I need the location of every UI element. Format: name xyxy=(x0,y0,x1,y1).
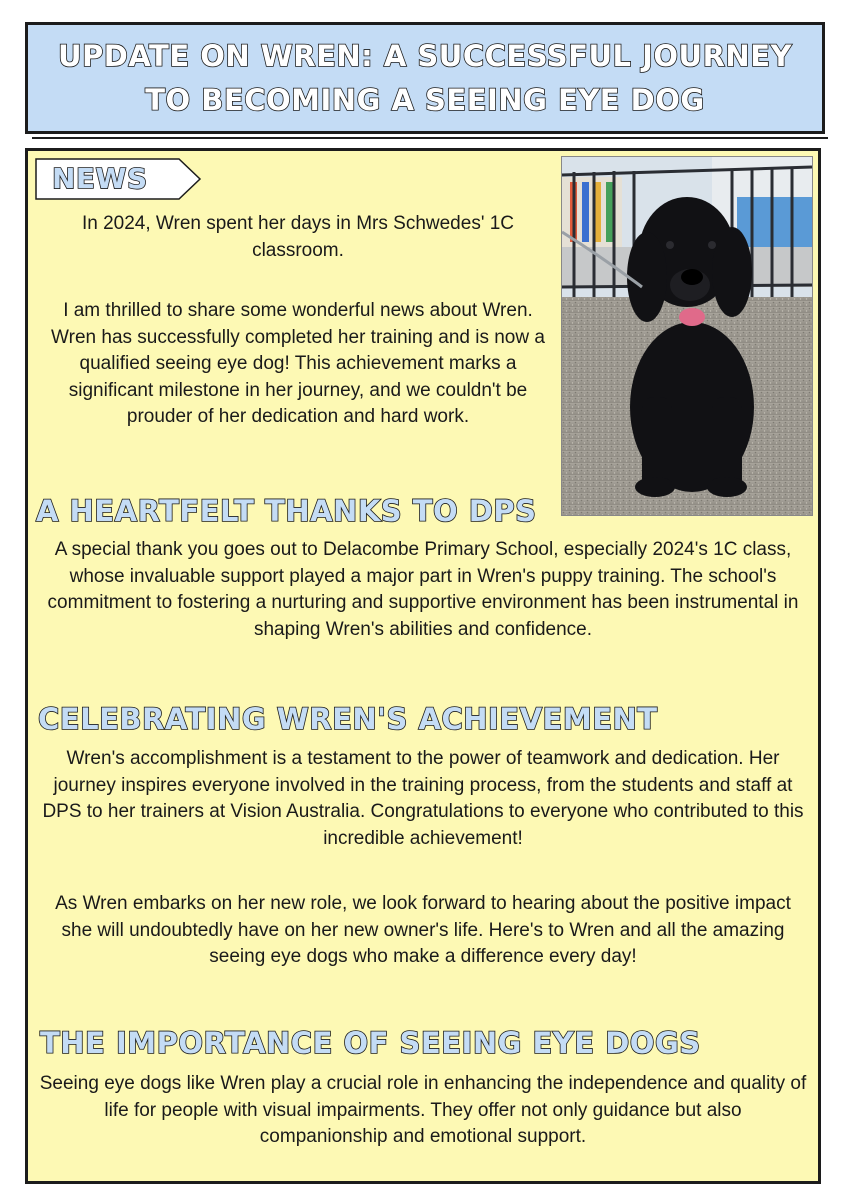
importance-heading: THE IMPORTANCE OF SEEING EYE DOGS xyxy=(40,1026,701,1060)
page-title: UPDATE ON WREN: A SUCCESSFUL JOURNEY TO BECOMING A SEEING EYE DOG xyxy=(57,39,793,117)
news-body: I am thrilled to share some wonderful news about Wren. Wren has successfully completed her training and is now a qualified seeing eye dog! This achievement marks a significant milestone in her journey, and we couldn't be prouder of her dedication and hard work. xyxy=(51,300,545,427)
dog-photo xyxy=(561,156,813,516)
news-heading: NEWS xyxy=(52,162,148,195)
importance-body: Seeing eye dogs like Wren play a crucial role in enhancing the independence and quality of life for people with visual impairments. They offer not only guidance but also companionship and emotional support. xyxy=(39,1073,807,1147)
celebrating-body-2: As Wren embarks on her new role, we look forward to hearing about the positive impact she will undoubtedly have on her new owner's life. Here's to Wren and all the amazing seeing eye dogs who make a difference every day! xyxy=(55,893,791,967)
thanks-heading: A HEARTFELT THANKS TO DPS xyxy=(36,494,537,528)
thanks-body: A special thank you goes out to Delacombe Primary School, especially 2024's 1C class, whose invaluable support played a major part in Wren's puppy training. The school's commitment to fostering a nurturing and supportive environment has been instrumental in shaping Wren's abilities and confidence. xyxy=(47,539,799,640)
news-intro: In 2024, Wren spent her days in Mrs Schwedes' 1C classroom. xyxy=(81,213,515,261)
title-banner xyxy=(25,22,825,134)
celebrating-heading: CELEBRATING WREN'S ACHIEVEMENT xyxy=(38,702,658,736)
celebrating-body-1: Wren's accomplishment is a testament to the power of teamwork and dedication. Her journey inspires everyone involved in the training process, from the students and staff at DPS to her trainers at Vision Australia. Congratulations to everyone who contributed to this incredible achievement! xyxy=(42,748,804,849)
